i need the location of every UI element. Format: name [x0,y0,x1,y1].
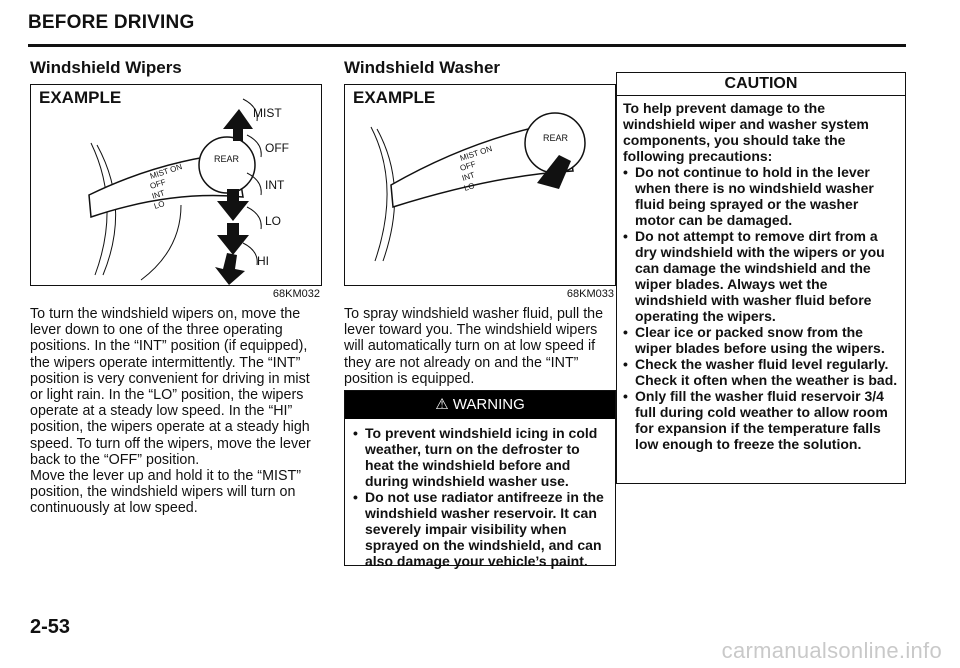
list-item: • Do not use radiator antifreeze in the windshield washer reservoir. It can severely impair visibility when sprayed on the windshield, and can also damage your vehicle’s paint. [349,489,607,569]
svg-text:LO: LO [462,181,476,193]
svg-text:MIST ON: MIST ON [458,144,494,163]
wipers-figure [30,84,322,286]
position-lo: LO [265,214,282,228]
svg-text:INT: INT [150,188,166,201]
list-item: • To prevent windshield icing in cold weather, turn on the defroster to heat the windshield before and during windshield washer use. [349,425,607,489]
warning-title: WARNING [452,396,525,413]
svg-text:OFF: OFF [458,159,477,173]
position-int: INT [265,178,285,192]
position-hi: HI [257,254,269,268]
washer-title: Windshield Washer [344,58,501,77]
list-item: • Do not attempt to remove dirt from a dry windshield with the wipers or you can damage the windshield and the wiper blades. Always wet the windshield with washer fluid before operating the wipers. [619,228,899,324]
warning-list [345,419,615,569]
warning-header [345,391,615,419]
svg-text:MIST ON: MIST ON [148,162,184,181]
washer-description: To spray windshield washer fluid, pull the lever toward you. The windshield wipers will automatically turn on at low speed if they are not already on and the “INT” position is equipped. [344,306,604,387]
caution-box [616,72,906,484]
svg-text:REAR: REAR [543,133,569,143]
arrow-down-icon [217,223,249,255]
svg-text:LO: LO [152,199,166,211]
svg-text:OFF: OFF [148,177,167,191]
list-item: • Only fill the washer fluid reservoir 3/4 full during cold weather to allow room for expansion if the temperature falls low enough to freeze the solution. [619,388,899,452]
position-off: OFF [265,141,289,155]
warning-triangle-icon: ⚠ [435,396,449,413]
list-item: • Do not continue to hold in the lever when there is no windshield washer fluid being sprayed or the washer motor can be damaged. [619,164,899,228]
caution-title: CAUTION [617,73,905,96]
list-item: • Clear ice or packed snow from the wiper blades before using the wipers. [619,324,899,356]
wipers-title: Windshield Wipers [30,58,182,77]
warning-box [344,390,616,569]
wiper-lever-illustration [31,85,321,285]
svg-text:REAR: REAR [214,154,240,164]
header-rule [28,44,906,47]
wipers-figure-label: EXAMPLE [39,88,122,107]
caution-list [617,164,905,452]
wipers-figure-code: 68KM032 [272,288,320,300]
page-number: 2-53 [30,616,71,638]
washer-lever-illustration [345,85,615,285]
wipers-paragraph: To turn the windshield wipers on, move the lever down to one of the three operating positions. In the “INT” position (if equipped), the wipers operate intermittently. The “INT” position is very convenient for driving in mist or light rain. In the “LO” position, the wipers operate at a steady low speed. In the “HI” position, the wipers operate at a steady high speed. To turn off the wipers, move the lever back to the “OFF” position. [30,306,311,468]
washer-figure [344,84,616,286]
wipers-paragraph: Move the lever up and hold it to the “MIST” position, the windshield wipers will turn on continuously at low speed. [30,468,301,517]
wipers-description [30,306,322,517]
arrow-down-icon [215,253,245,285]
washer-figure-code: 68KM033 [566,288,614,300]
watermark: carmanualsonline.info [721,638,942,663]
list-item: • Check the washer fluid level regularly. Check it often when the weather is bad. [619,356,899,388]
svg-text:INT: INT [460,170,476,183]
caution-intro: To help prevent damage to the windshield wiper and washer system components, you should take the following precautions: [623,100,869,164]
page-header: BEFORE DRIVING [28,12,195,33]
position-mist: MIST [253,106,282,120]
washer-figure-label: EXAMPLE [353,88,436,107]
